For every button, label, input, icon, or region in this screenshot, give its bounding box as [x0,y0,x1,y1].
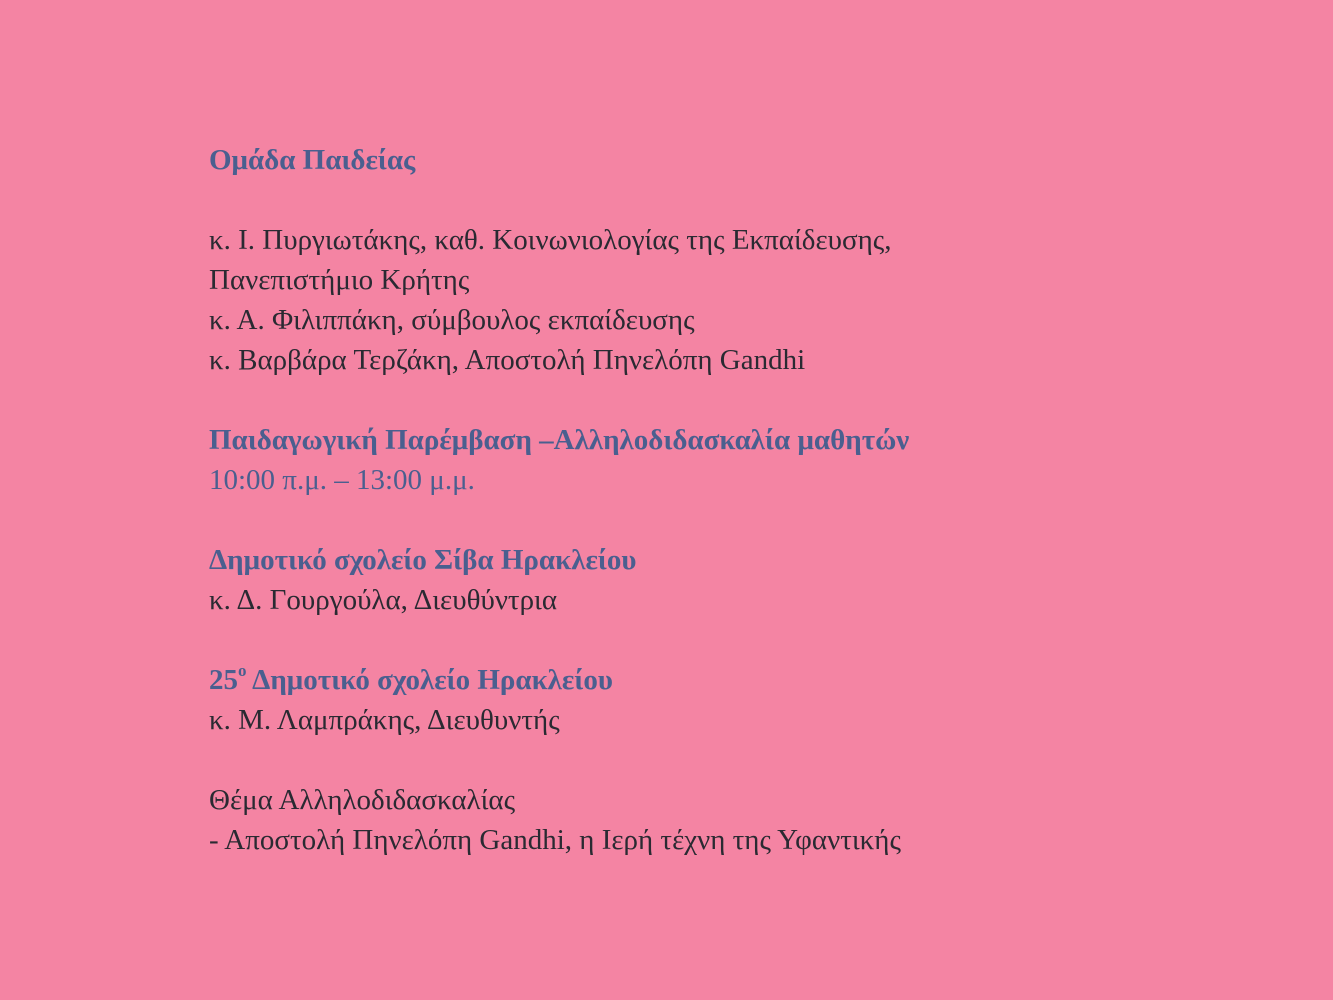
theme-heading: Θέμα Αλληλοδιδασκαλίας [209,784,516,816]
intervention-section [209,420,1269,500]
school2-section [209,660,1269,740]
spacer [209,180,1269,220]
team-member-line: κ. Ι. Πυργιωτάκης, καθ. Κοινωνιολογίας της Εκπαίδευσης, [209,224,892,256]
team-member-line: Πανεπιστήμιο Κρήτης [209,264,470,296]
school2-director: κ. Μ. Λαμπράκης, Διευθυντής [209,704,560,736]
school1-heading: Δημοτικό σχολείο Σίβα Ηρακλείου [209,544,637,576]
spacer [209,380,1269,420]
team-member-line: κ. Βαρβάρα Τερζάκη, Αποστολή Πηνελόπη Gandhi [209,344,806,376]
spacer [209,620,1269,660]
document-body [209,140,1269,860]
theme-section [209,780,1269,860]
school2-heading-superscript: ο [238,661,247,681]
spacer [209,500,1269,540]
team-heading: Ομάδα Παιδείας [209,144,416,176]
intervention-heading: Παιδαγωγική Παρέμβαση –Αλληλοδιδασκαλία μαθητών [209,424,910,456]
school1-director: κ. Δ. Γουργούλα, Διευθύντρια [209,584,558,616]
school2-heading-text: Δημοτικό σχολείο Ηρακλείου [246,664,613,696]
school2-heading [209,660,1269,700]
school1-section [209,540,1269,620]
theme-line: - Αποστολή Πηνελόπη Gandhi, η Ιερή τέχνη της Υφαντικής [209,824,901,856]
spacer [209,740,1269,780]
school2-heading-number: 25 [209,664,238,696]
team-section [209,140,1269,380]
intervention-time: 10:00 π.μ. – 13:00 μ.μ. [209,464,475,496]
team-member-line: κ. Α. Φιλιππάκη, σύμβουλος εκπαίδευσης [209,304,695,336]
